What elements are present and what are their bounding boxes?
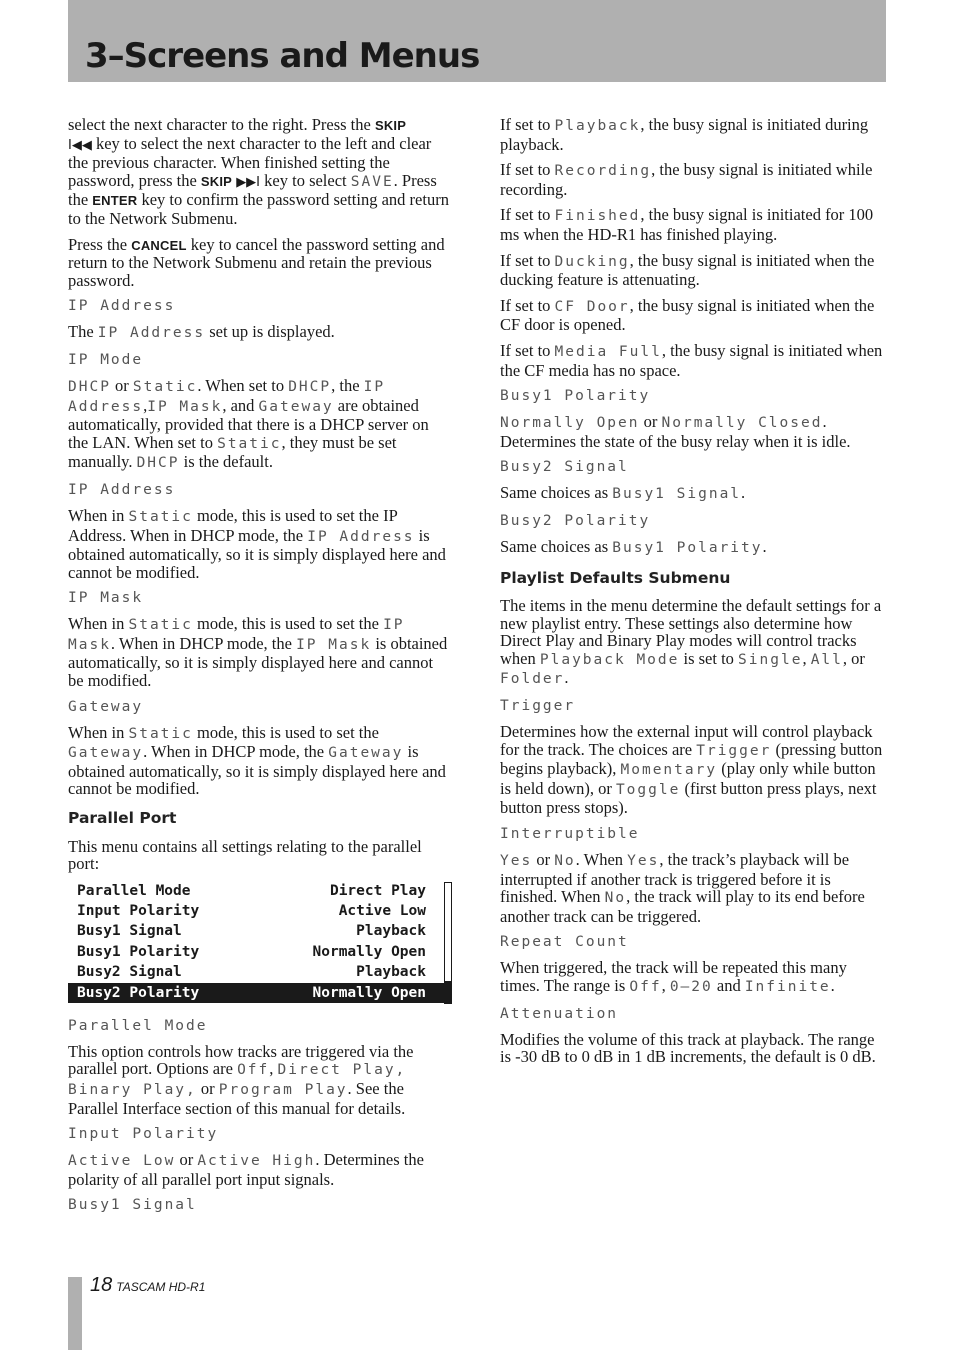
- paragraph: When in Static mode, this is used to set the IP Mask. When in DHCP mode, the IP Mask is obtained automatically, so it is simply displayed here and cannot be modified.: [68, 614, 448, 691]
- paragraph: This menu contains all settings relating to the parallel port:: [68, 836, 422, 874]
- enter-key: ENTER: [92, 193, 138, 209]
- screen-row-label: Busy1 Signal: [77, 922, 182, 939]
- paragraph: If set to Playback, the busy signal is initiated during playback.: [500, 115, 869, 154]
- skip-forward-icon: ▶▶I: [236, 174, 261, 190]
- paragraph: Normally Open or Normally Closed. Determines the state of the busy relay when it is idle.: [500, 412, 851, 451]
- screen-row: [68, 921, 440, 941]
- paragraph: The IP Address set up is displayed.: [68, 322, 335, 342]
- menu-term-heading: Gateway: [68, 698, 144, 715]
- menu-term-heading: Trigger: [500, 698, 576, 715]
- screen-row-label: Busy1 Polarity: [77, 943, 200, 960]
- screen-row-label: Busy2 Polarity: [77, 984, 200, 1001]
- screen-row-label: Parallel Mode: [77, 882, 191, 899]
- paragraph: If set to Finished, the busy signal is initiated for 100 ms when the HD-R1 has finished playing.: [500, 205, 874, 244]
- screen-row: [68, 901, 440, 921]
- footer-bar: [68, 1277, 82, 1350]
- paragraph: The items in the menu determine the default settings for a new playlist entry. These settings also determine how Direct Play and Binary Play modes will control tracks when Playback Mode is set to Single, All, or Folder.: [500, 596, 882, 688]
- menu-term-heading: Repeat Count: [500, 934, 629, 951]
- paragraph: Active Low or Active High. Determines the polarity of all parallel port input signals.: [68, 1150, 424, 1189]
- lcd-screen: [68, 881, 452, 1005]
- paragraph: select the next character to the right. Press the SKIP I◀◀ key to select the next character to the left and clear the previous character. When finished setting the password, press the SKIP ▶▶I key to select SAVE. Press the ENTER key to confirm the password setting and return to the Network Submenu.: [68, 115, 449, 228]
- menu-term-heading: Attenuation: [500, 1005, 619, 1022]
- page-number: 18: [90, 1274, 113, 1296]
- skip-back-icon: I◀◀: [68, 137, 92, 153]
- skip-key: SKIP: [200, 173, 233, 189]
- paragraph: If set to Media Full, the busy signal is initiated when the CF media has no space.: [500, 340, 883, 380]
- menu-term-heading: IP Address: [68, 481, 176, 498]
- paragraph: DHCP or Static. When set to DHCP, the IP Address,IP Mask, and Gateway are obtained automatically, provided that there is a DHCP server on the LAN. When set to Static, they must be set manually. DHCP is the default.: [68, 375, 429, 472]
- screen-row-value: Normally Open: [312, 984, 426, 1001]
- cancel-key: CANCEL: [131, 237, 187, 253]
- menu-term-heading: Busy2 Signal: [500, 459, 629, 476]
- menu-term-heading: Busy1 Polarity: [500, 388, 651, 405]
- menu-term-heading: Busy1 Signal: [68, 1197, 197, 1214]
- screen-row-selected: [68, 983, 440, 1003]
- paragraph: Press the CANCEL key to cancel the password setting and return to the Network Submenu and retain the previous password.: [68, 234, 445, 290]
- screen-row-value: Playback: [356, 963, 426, 980]
- screen-row-value: Direct Play: [329, 882, 426, 899]
- section-heading: Playlist Defaults Submenu: [500, 568, 731, 587]
- menu-term-heading: Input Polarity: [68, 1126, 219, 1143]
- screen-row-value: Active Low: [338, 902, 426, 919]
- screen-row-value: Playback: [356, 922, 426, 939]
- paragraph: Determines how the external input will control playback for the track. The choices are Trigger (pressing button begins playback), Momentary (play only while button is held down), or Toggle (first button press plays, next button press stops).: [500, 722, 883, 818]
- paragraph: If set to Ducking, the busy signal is initiated when the ducking feature is attenuating.: [500, 250, 875, 290]
- paragraph: When triggered, the track will be repeated this many times. The range is Off, 0–20 and Infinite.: [500, 958, 847, 995]
- screen-row-value: Normally Open: [312, 943, 426, 960]
- menu-term-heading: IP Mode: [68, 351, 144, 368]
- screen-row-label: Input Polarity: [77, 902, 200, 919]
- paragraph: When in Static mode, this is used to set the Gateway. When in DHCP mode, the Gateway is obtained automatically, so it is simply displayed here and cannot be modified.: [68, 722, 446, 799]
- menu-term-heading: IP Address: [68, 298, 176, 315]
- paragraph: Modifies the volume of this track at playback. The range is -30 dB to 0 dB in 1 dB increments, the default is 0 dB.: [500, 1029, 876, 1067]
- product-name: TASCAM HD-R1: [116, 1280, 206, 1294]
- paragraph: When in Static mode, this is used to set the IP Address. When in DHCP mode, the IP Address is obtained automatically, so it is simply displayed here and cannot be modified.: [68, 505, 446, 582]
- chapter-title: 3–Screens and Menus: [85, 36, 480, 76]
- menu-term-heading: Busy2 Polarity: [500, 512, 651, 529]
- left-column: [68, 116, 452, 1222]
- page-footer: [90, 1274, 206, 1297]
- menu-term-heading: IP Mask: [68, 590, 144, 607]
- screen-row: [68, 881, 440, 901]
- paragraph: This option controls how tracks are triggered via the parallel port. Options are Off, Direct Play, Binary Play, or Program Play. See the Parallel Interface section of this manual for details.: [68, 1041, 414, 1118]
- paragraph: If set to CF Door, the busy signal is initiated when the CF door is opened.: [500, 295, 875, 335]
- right-column: [500, 116, 886, 1074]
- paragraph: If set to Recording, the busy signal is initiated while recording.: [500, 160, 873, 199]
- section-heading: Parallel Port: [68, 809, 177, 828]
- paragraph: Yes or No. When Yes, the track’s playback will be interrupted if another track is triggered before it is finished. When No, the track will play to its end before another track can be triggered.: [500, 850, 865, 926]
- menu-term-heading: Interruptible: [500, 826, 640, 843]
- paragraph: Same choices as Busy1 Signal.: [500, 483, 746, 503]
- paragraph: Same choices as Busy1 Polarity.: [500, 536, 767, 556]
- scrollbar-thumb: [445, 981, 451, 1003]
- screen-row-label: Busy2 Signal: [77, 963, 182, 980]
- chapter-header: [68, 0, 886, 82]
- menu-term-heading: Parallel Mode: [68, 1017, 208, 1034]
- screen-row: [68, 962, 440, 982]
- scrollbar: [444, 882, 452, 1004]
- screen-row: [68, 942, 440, 962]
- skip-key: SKIP: [374, 118, 407, 133]
